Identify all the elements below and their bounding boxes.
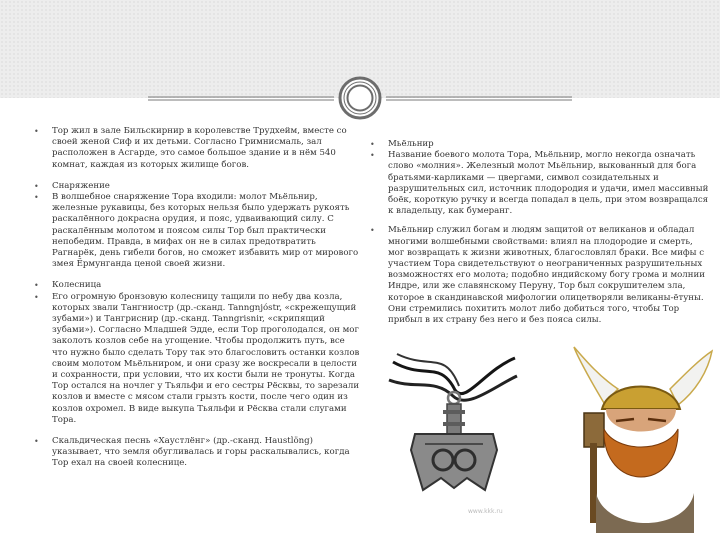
bullet-icon: • [34, 281, 39, 291]
right-column [370, 139, 710, 326]
list-item-mjolnir-name: • Название боевого молота Тора, Мьёльнир, могло некогда означать слово «молния». Железный молот Мьёльнир, выкованный для бога братьями-карликами — цвергами, символ созидательных и разрушительных сил, источник плодородия и удачи, имел массивный боёк, короткую ручку и всегда попадал в цель, при этом возвращался к владельцу, как бумеранг. [370, 150, 709, 217]
thor-viking-image [566, 343, 716, 533]
bullet-icon: • [34, 437, 39, 447]
list-item-hall: • Тор жил в зале Бильскирнир в королевстве Трудхейм, вместе со своей женой Сиф и их детьми. Согласно Гримнисмаль, зал расположен в Асгарде, это самое большое здание и в нём 540 комнат, каждая из которых жилище богов. [34, 126, 347, 170]
list-item-haustlong: • Скальдическая песнь «Хаустлёнг» (др.-сканд. Haustlöng) указывает, что земля обугливалась и горы раскалывались, когда Тор ехал на своей колеснице. [34, 436, 350, 469]
bullet-icon: • [370, 140, 375, 149]
bullet-icon: • [34, 193, 39, 203]
image-watermark: www.kkk.ru [468, 508, 503, 515]
bullet-icon: • [34, 292, 39, 302]
list-item-equipment: • В волшебное снаряжение Тора входили: молот Мьёльнир, железные рукавицы, без которых нельзя было удержать рукоять раскалённого докрасна орудия, и пояс, удваивающий силу. С раскалённым молотом и поясом силы Тор был практически непобедим. Правда, в мифах он не в силах предотвратить Рагнарёк, день гибели богов, но сможет избавить мир от мирового змея Ёрмунганда ценой своей жизни. [34, 192, 359, 270]
list-item-mjolnir-powers: • Мьёльнир служил богам и людям защитой от великанов и обладал многими волшебными свойствами: влиял на плодородие и смерть, мог возвращать к жизни животных, благословлял браки. Все мифы с участием Тора свидетельствуют о неограниченных разрушительных возможностях его молота; подобно индийскому богу грома и молнии Индре, или же славянскому Перуну, Тор был сокрушителем зла, которое в скандинавской мифологии олицетворяли великаны-ётуны. Они стремились похитить молот либо добиться того, чтобы Тор прибыл в их страну без него и без пояса силы. [370, 225, 705, 326]
list-item-chariot-heading: • Колесница [34, 280, 102, 291]
ornament-divider [0, 76, 720, 122]
list-item-mjolnir-heading: • Мьёльнир [370, 139, 434, 149]
left-column [34, 126, 360, 470]
list-item-chariot: • Его огромную бронзовую колесницу тащили по небу два козла, которых звали Тангниостр (др.-сканд. Tanngnjóstr, «скрежещущий зубами») и Тангриснир (др.-сканд. Tanngrisnir, «скрипящий зубами»). Согласно Младшей Эдде, если Тор проголодался, он мог заколоть козлов себе на угощение. Чтобы продолжить путь, все что нужно было сделать Тору так это благословить останки козлов своим молотом Мьёльниром, и они сразу же воскресали в целости и сохранности, при условии, что их кости были не тронуты. Когда Тор остался на ночлег у Тьяльфи и его сестры Рёсквы, то зарезали козлов и вместе с мясом стали грызть кости, после чего один из козлов охромел. В виде выкупа Тьяльфи и Рёсква стали слугами Тора. [34, 291, 360, 425]
bullet-icon: • [370, 151, 375, 161]
bullet-icon: • [34, 181, 39, 191]
bullet-icon: • [370, 226, 375, 236]
hammer-pendant-image [385, 350, 520, 520]
bullet-icon: • [34, 127, 39, 136]
list-item-equipment-heading: • Снаряжение [34, 180, 110, 191]
